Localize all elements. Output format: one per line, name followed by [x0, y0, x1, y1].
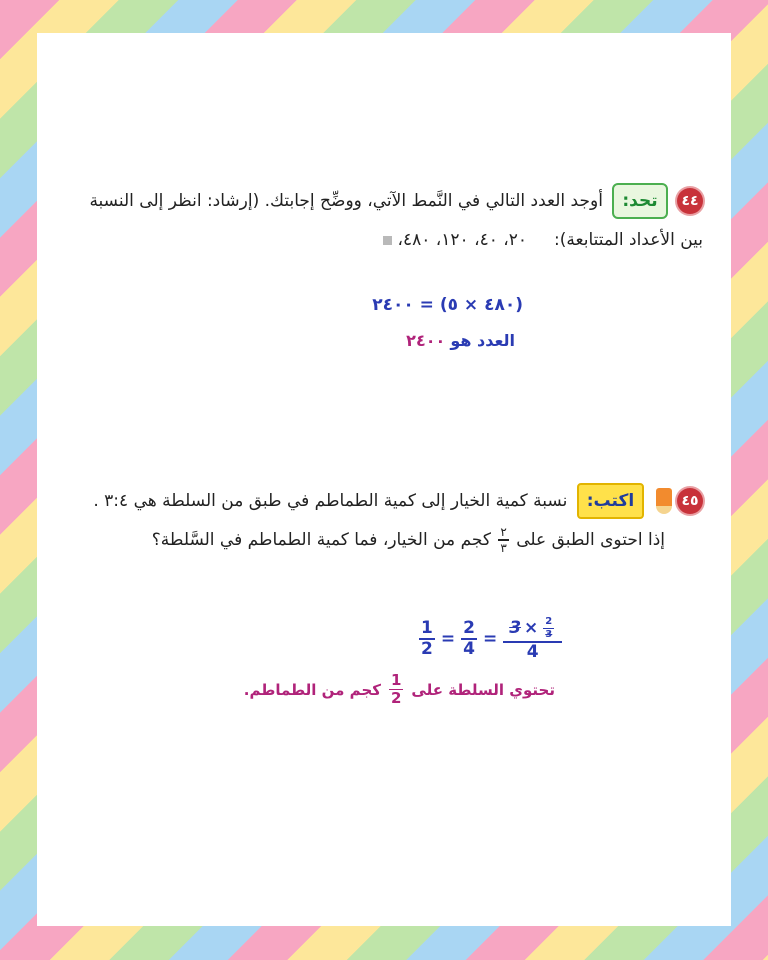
eq-f3-inner-den: 3 [545, 629, 553, 640]
answer-44-label: العدد هو [450, 331, 515, 350]
answer-44-value: ٢٤٠٠ [406, 331, 446, 350]
eq-fraction-2 [461, 620, 477, 658]
pencil-icon [656, 488, 672, 514]
question-44-text-1: أوجد العدد التالي في النَّمط الآتي، ووضِّح إجابتك. (إرشاد: انظر إلى النسبة [89, 191, 603, 211]
sequence-numbers: ٢٠، ٤٠، ١٢٠، ٤٨٠، [397, 230, 527, 250]
answer-45-frac-den: 2 [390, 689, 402, 707]
worksheet-page [37, 33, 731, 926]
question-45-text-1: نسبة كمية الخيار إلى كمية الطماطم في طبق من السلطة هي ٣:٤ . [93, 491, 568, 511]
question-number-44: ٤٤ [677, 188, 703, 214]
question-number-45: ٤٥ [677, 488, 703, 514]
fraction-denominator: ٣ [500, 541, 507, 555]
challenge-badge: تحد: [612, 183, 667, 219]
question-45-line-2 [53, 525, 703, 555]
eq-f1-den: 2 [421, 639, 433, 659]
answer-44-equation [372, 295, 523, 315]
eq-f3-inner-fraction [543, 617, 554, 640]
eq-f3-den: 4 [526, 642, 539, 662]
eq-f2-den: 4 [463, 639, 475, 659]
answer-45-text-b: كجم من الطماطم. [243, 680, 381, 699]
missing-term-box [383, 236, 392, 245]
question-44 [53, 183, 703, 255]
answer-45-equation [417, 617, 564, 661]
fraction-numerator: ٢ [500, 525, 507, 539]
eq-f3-numerator [503, 617, 562, 643]
question-45-text-2a: إذا احتوى الطبق على [516, 530, 665, 550]
write-badge: اكتب: [577, 483, 644, 519]
question-44-line-1 [53, 183, 703, 219]
question-44-text-2: بين الأعداد المتتابعة): [554, 230, 703, 250]
eq-f1-num: 1 [421, 618, 433, 638]
eq-f2-num: 2 [463, 618, 475, 638]
question-45-fraction [498, 526, 508, 554]
question-45-text-2b: كجم من الخيار، فما كمية الطماطم في السَّلطة؟ [151, 530, 491, 550]
question-45 [53, 483, 703, 555]
eq-fraction-1 [419, 620, 435, 658]
answer-44-eq-text: (٤٨٠ × ٥) = ٢٤٠٠ [372, 295, 523, 315]
eq-f3-num-a: 3 [509, 618, 522, 638]
answer-45-result [244, 673, 555, 706]
eq-fraction-3 [503, 617, 562, 661]
question-45-line-1 [53, 483, 703, 519]
equals-sign-1: = [440, 629, 456, 649]
answer-45-text-a: تحتوي السلطة على [411, 680, 555, 699]
eq-f3-inner-num: 2 [545, 616, 553, 627]
question-44-line-2 [53, 225, 703, 255]
answer-45-frac-num: 1 [390, 671, 402, 689]
answer-45-fraction [389, 673, 403, 706]
eq-times-sign: × [524, 618, 539, 638]
answer-44-result [406, 331, 515, 350]
equals-sign-2: = [482, 629, 498, 649]
